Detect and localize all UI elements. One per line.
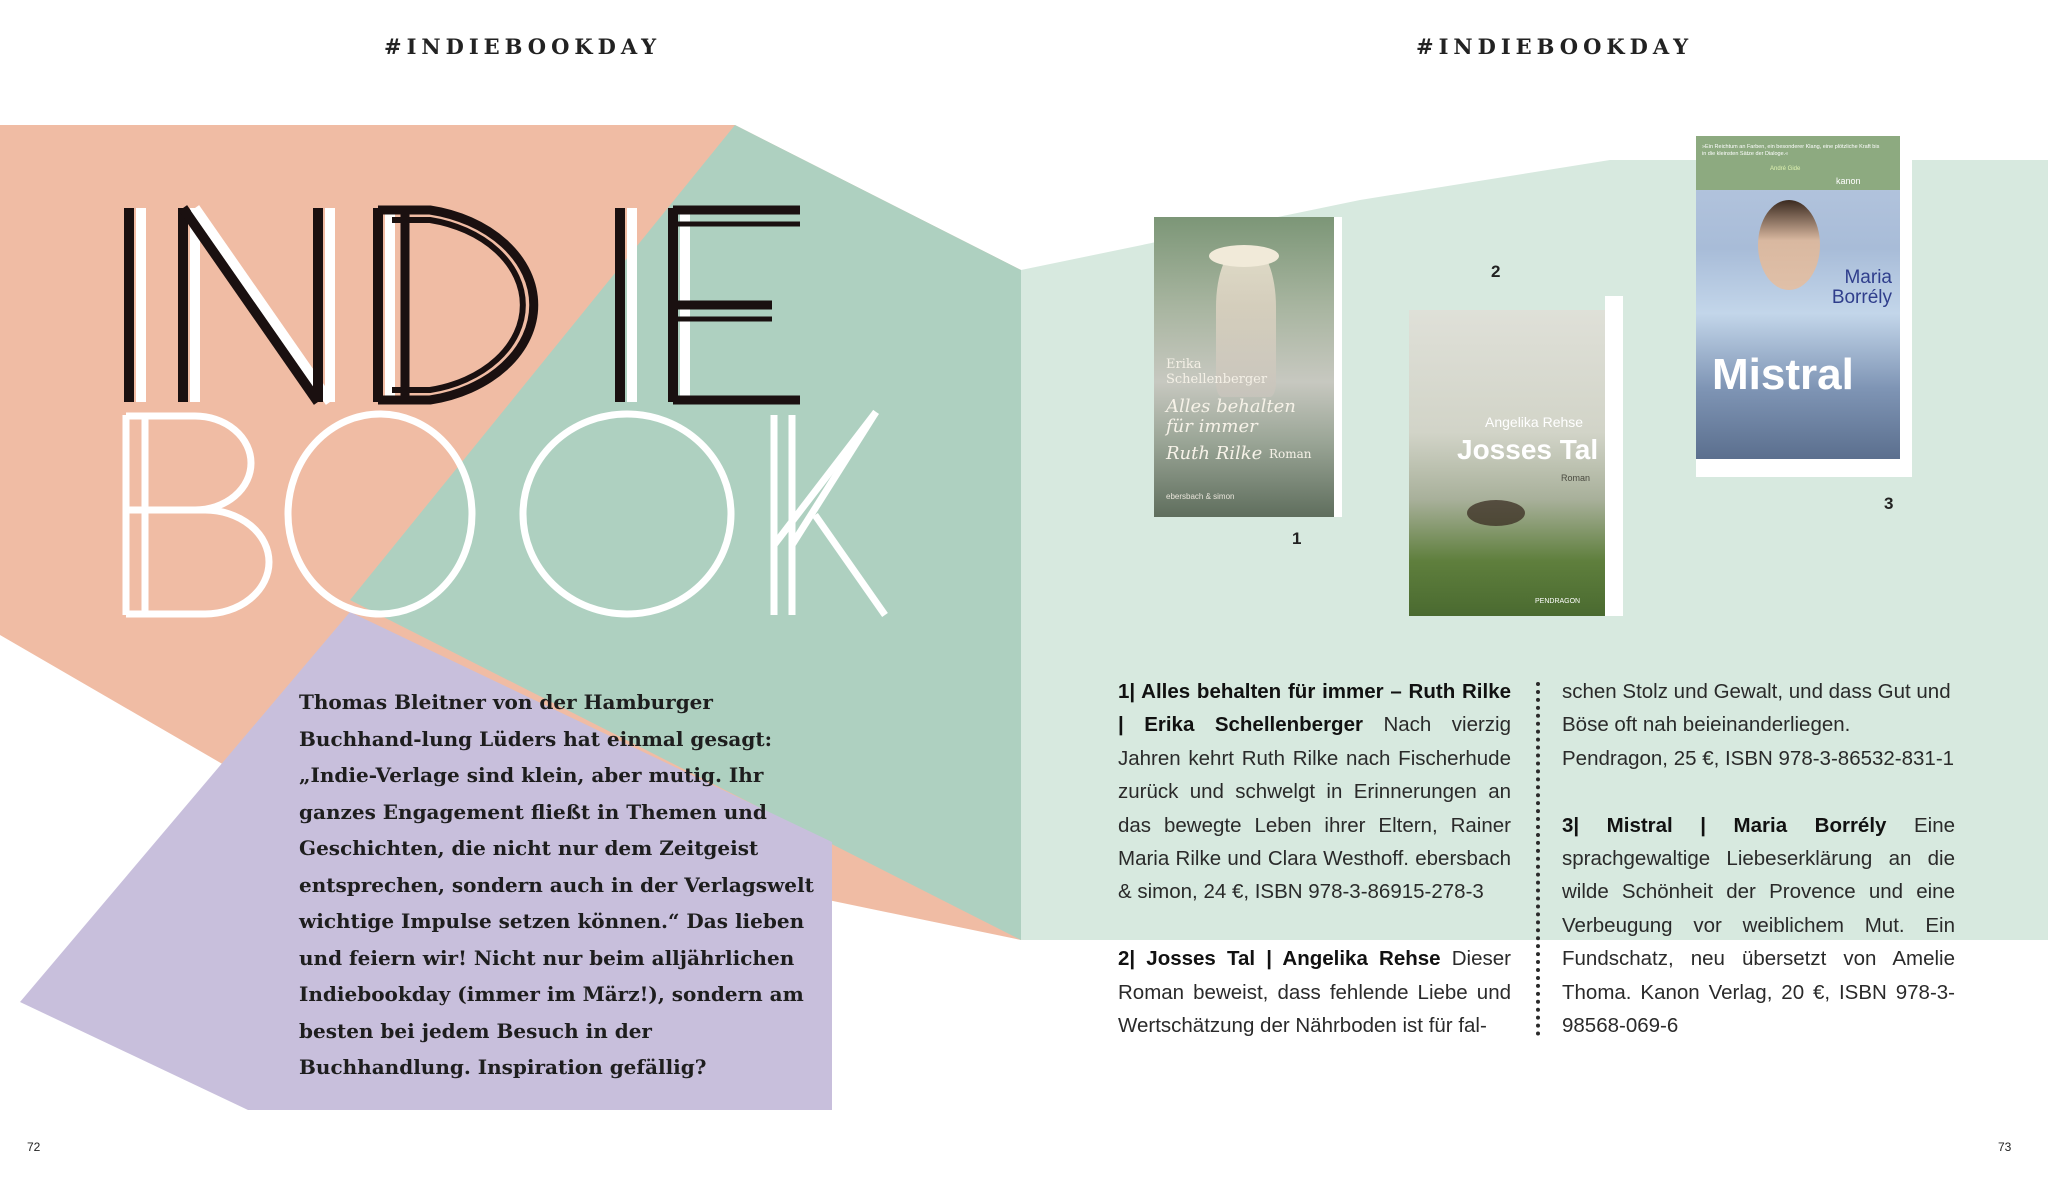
cover-3-quote: »Ein Reichtum an Farben, ein besonderer Klang, eine plötzliche Kraft bis in die kleinsten Sätze der Dialoge.« bbox=[1702, 144, 1880, 157]
book-2-continuation: schen Stolz und Gewalt, und dass Gut und Böse oft nah beieinanderliegen. Pendragon, 25 €, ISBN 978-3-86532-831-1 bbox=[1562, 680, 1955, 770]
cover-3-quote-author: André Gide bbox=[1770, 166, 1801, 172]
page-number-right: 73 bbox=[1998, 1140, 2012, 1154]
cover-3-title: Mistral bbox=[1712, 350, 1854, 399]
cover-2-title: Josses Tal bbox=[1457, 434, 1599, 465]
text-column-1 bbox=[1118, 675, 1511, 1042]
cover-3-author: Maria Borrély bbox=[1831, 267, 1892, 308]
book-1-body: Nach vierzig Jahren kehrt Ruth Rilke nach Fischerhude zurück und schwelgt in Erinnerungen an das bewegte Leben ihrer Eltern, Rainer Maria Rilke und Clara Westhoff. ebersbach & simon, 24 €, ISBN 978-3-86915-278-3 bbox=[1118, 713, 1512, 904]
cover-2-author: Angelika Rehse bbox=[1485, 414, 1584, 430]
book-1-edge bbox=[1334, 217, 1342, 517]
book-2-entry bbox=[1118, 942, 1511, 1042]
letter-b bbox=[126, 415, 269, 615]
cover-1-author: Erika Schellenberger bbox=[1166, 357, 1268, 387]
book-2-heading: 2| Josses Tal | Angelika Rehse bbox=[1118, 947, 1441, 971]
book-3-body: Eine sprachgewaltige Liebeserklärung an die wilde Schönheit der Provence und eine Verbeugung vor weiblichem Mut. Ein Fundschatz, neu übersetzt von Amelie Thoma. Kanon Verlag, 20 €, ISBN 978-3-98568-069-6 bbox=[1562, 813, 1956, 1038]
letter-k bbox=[774, 412, 885, 615]
hashtag-left: #INDIEBOOKDAY bbox=[384, 34, 662, 59]
book-1-number: 1 bbox=[1292, 529, 1302, 548]
cover-1-title: Alles behalten für immer bbox=[1166, 396, 1296, 437]
letter-o-2 bbox=[523, 414, 731, 614]
cover-2-publisher: PENDRAGON bbox=[1535, 598, 1581, 605]
hashtag-right: #INDIEBOOKDAY bbox=[1416, 34, 1694, 59]
book-cover-1[interactable] bbox=[1154, 217, 1334, 517]
book-1-heading: 1| Alles behalten für immer – Ruth Rilke | Erika Schellenberger bbox=[1118, 680, 1511, 737]
intro-paragraph: Thomas Bleitner von der Hamburger Buchhand-lung Lüders hat einmal gesagt: „Indie-Verlage sind klein, aber mutig. Ihr ganzes Engagement fließt in Themen und Geschichten, die nicht nur dem Zeitgeist entsprechen, sondern auch in der Verlagswelt wichtige Impulse setzen können.“ Das lieben und feiern wir! Nicht nur beim alljährlichen Indiebookday (immer im März!), sondern am besten bei jedem Besuch in der Buchhandlung. Inspiration gefällig? bbox=[299, 690, 814, 1079]
cover-hat bbox=[1209, 245, 1279, 267]
book-3-edge bbox=[1900, 136, 1912, 459]
cover-3-publisher: kanon bbox=[1836, 176, 1861, 186]
book-3-edge-bottom bbox=[1696, 459, 1912, 477]
page-number-left: 72 bbox=[27, 1140, 41, 1154]
book-2-edge bbox=[1605, 296, 1623, 616]
book-3-heading: 3| Mistral | Maria Borrély bbox=[1562, 813, 1887, 837]
book-cover-2[interactable] bbox=[1409, 310, 1605, 616]
cover-1-publisher: ebersbach & simon bbox=[1166, 492, 1235, 501]
book-cover-3[interactable] bbox=[1696, 136, 1900, 459]
cover-1-genre: Roman bbox=[1269, 447, 1312, 461]
column-divider bbox=[1536, 682, 1540, 1036]
letter-o-1 bbox=[288, 414, 472, 614]
text-column-2 bbox=[1562, 675, 1955, 1042]
cover-dog bbox=[1467, 500, 1525, 526]
book-3-entry bbox=[1562, 809, 1955, 1043]
book-2-number: 2 bbox=[1491, 262, 1501, 281]
book-3-number: 3 bbox=[1884, 494, 1894, 513]
book-2-body-part1: Dieser Roman beweist, dass fehlende Liebe und Wertschätzung der Nährboden ist für fal- bbox=[1118, 947, 1511, 1038]
book-1-entry bbox=[1118, 675, 1511, 909]
cover-1-subtitle: Ruth Rilke bbox=[1166, 443, 1263, 464]
cover-2-genre: Roman bbox=[1561, 473, 1591, 483]
